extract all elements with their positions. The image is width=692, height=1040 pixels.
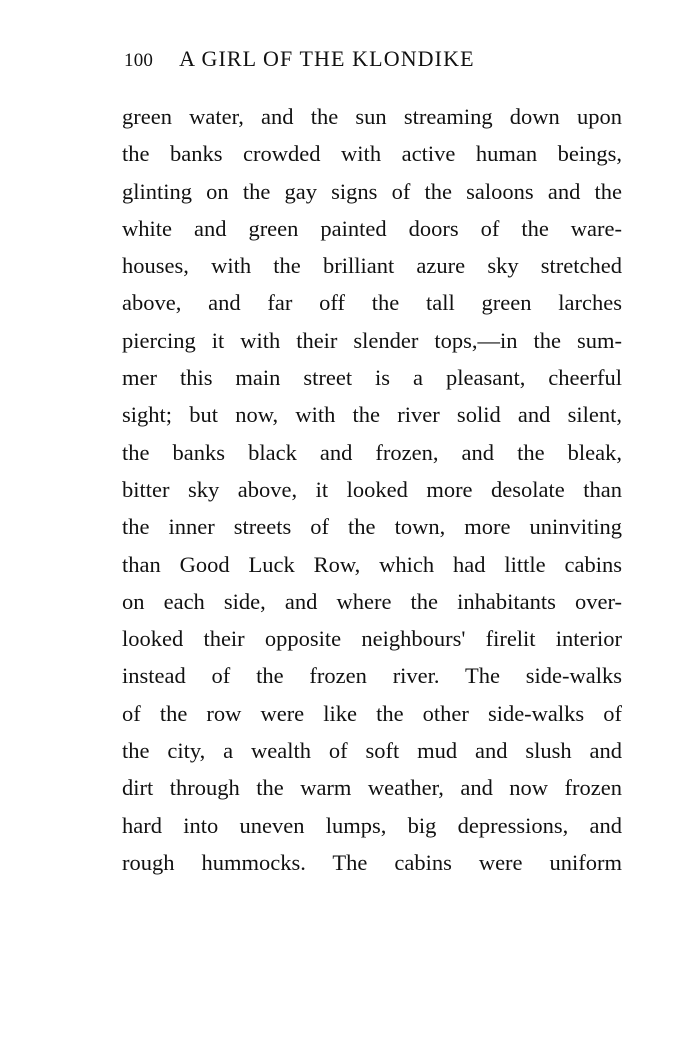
text-line: on each side, and where the inhabitants over- [122,588,622,614]
text-line: rough hummocks. The cabins were uniform [122,849,622,875]
text-line: white and green painted doors of the ware- [122,215,622,241]
text-line: looked their opposite neighbours' firelit interior [122,626,622,652]
text-line: the inner streets of the town, more uninviting [122,514,622,540]
book-title: A GIRL OF THE KLONDIKE [179,46,475,71]
text-line: glinting on the gay signs of the saloons and the [122,178,622,204]
text-line: than Good Luck Row, which had little cabins [122,551,622,577]
text-line: instead of the frozen river. The side-walks [122,663,622,689]
text-line: of the row were like the other side-walks of [122,700,622,726]
text-line: green water, and the sun streaming down upon [122,104,622,129]
text-line: dirt through the warm weather, and now frozen [122,775,622,801]
text-line: the banks black and frozen, and the bleak, [122,439,622,465]
text-line: hard into uneven lumps, big depressions, and [122,812,622,838]
text-line: above, and far off the tall green larches [122,290,622,316]
text-line: bitter sky above, it looked more desolate than [122,476,622,502]
text-line: mer this main street is a pleasant, cheerful [122,365,622,391]
text-line: piercing it with their slender tops,—in the sum- [122,327,622,353]
text-line: sight; but now, with the river solid and silent, [122,402,622,428]
text-line: the banks crowded with active human beings, [122,141,622,167]
text-line: the city, a wealth of soft mud and slush and [122,738,622,764]
running-head [124,46,574,80]
page-number: 100 [124,50,154,71]
text-line: houses, with the brilliant azure sky stretched [122,253,622,279]
body-text [122,98,622,881]
